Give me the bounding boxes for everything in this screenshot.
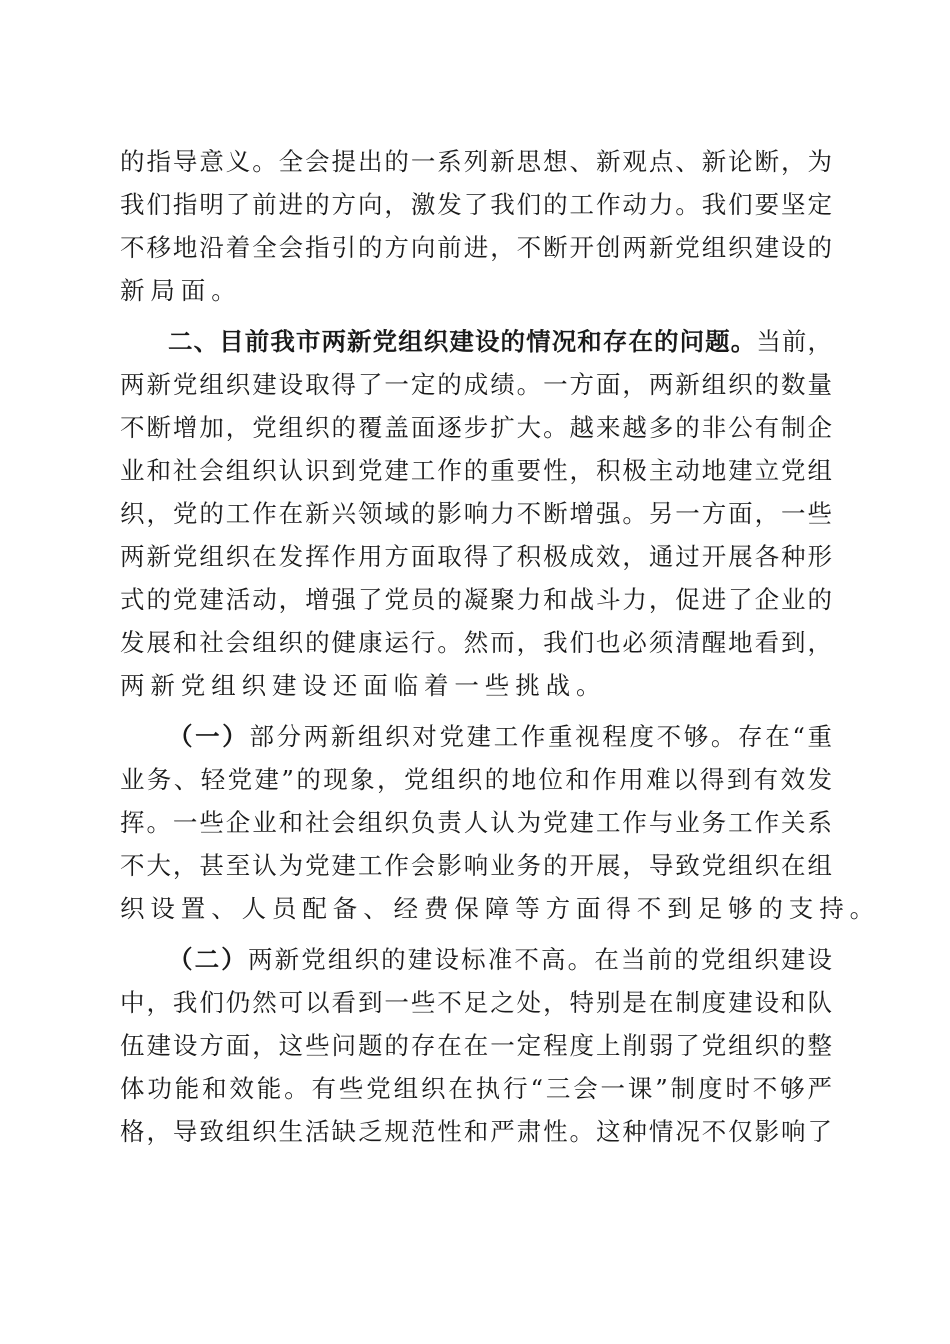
text-line: 体功能和效能。有些党组织在执行“三会一课”制度时不够严 xyxy=(120,1074,832,1103)
subsection-number: （一） xyxy=(168,722,250,751)
text-line: 发展和社会组织的健康运行。然而，我们也必须清醒地看到， xyxy=(120,628,832,657)
section-heading-line xyxy=(168,322,832,362)
subsection-heading-line xyxy=(168,717,832,757)
text-run: 存在“重 xyxy=(738,722,833,751)
text-line: 业和社会组织认识到党建工作的重要性，积极主动地建立党组 xyxy=(120,456,832,485)
text-line: 挥。一些企业和社会组织负责人认为党建工作与业务工作关系 xyxy=(120,808,832,837)
text-line: 两新党组织建设取得了一定的成绩。一方面，两新组织的数量 xyxy=(120,370,832,399)
subsection-heading: 两新党组织的建设标准不高。 xyxy=(247,945,595,974)
text-line: 不断增加，党组织的覆盖面逐步扩大。越来越多的非公有制企 xyxy=(120,413,832,442)
text-line: 两新党组织建设还面临着一些挑战。 xyxy=(120,671,607,700)
text-line: 中，我们仍然可以看到一些不足之处，特别是在制度建设和队 xyxy=(120,988,832,1017)
text-line: 两新党组织在发挥作用方面取得了积极成效，通过开展各种形 xyxy=(120,542,832,571)
subsection-heading: 部分两新组织对党建工作重视程度不够。 xyxy=(249,722,739,751)
section-heading: 二、目前我市两新党组织建设的情况和存在的问题。 xyxy=(168,327,757,356)
text-line: 新局面。 xyxy=(120,276,242,305)
text-line: 式的党建活动，增强了党员的凝聚力和战斗力，促进了企业的 xyxy=(120,585,832,614)
text-line: 我们指明了前进的方向，激发了我们的工作动力。我们要坚定 xyxy=(120,190,832,219)
text-line: 业务、轻党建”的现象，党组织的地位和作用难以得到有效发 xyxy=(120,765,832,794)
subsection-heading-line xyxy=(168,940,832,980)
text-line: 格，导致组织生活缺乏规范性和严肃性。这种情况不仅影响了 xyxy=(120,1117,832,1146)
text-line: 不大，甚至认为党建工作会影响业务的开展，导致党组织在组 xyxy=(120,851,832,880)
text-line: 不移地沿着全会指引的方向前进，不断开创两新党组织建设的 xyxy=(120,233,832,262)
text-line: 伍建设方面，这些问题的存在在一定程度上削弱了党组织的整 xyxy=(120,1031,832,1060)
text-line: 织设置、人员配备、经费保障等方面得不到足够的支持。 xyxy=(120,894,880,923)
subsection-number: （二） xyxy=(168,945,248,974)
text-run: 当前， xyxy=(756,327,833,356)
text-run: 在当前的党组织建设 xyxy=(594,945,833,974)
text-line: 的指导意义。全会提出的一系列新思想、新观点、新论断，为 xyxy=(120,147,832,176)
text-line: 织，党的工作在新兴领域的影响力不断增强。另一方面，一些 xyxy=(120,499,832,528)
